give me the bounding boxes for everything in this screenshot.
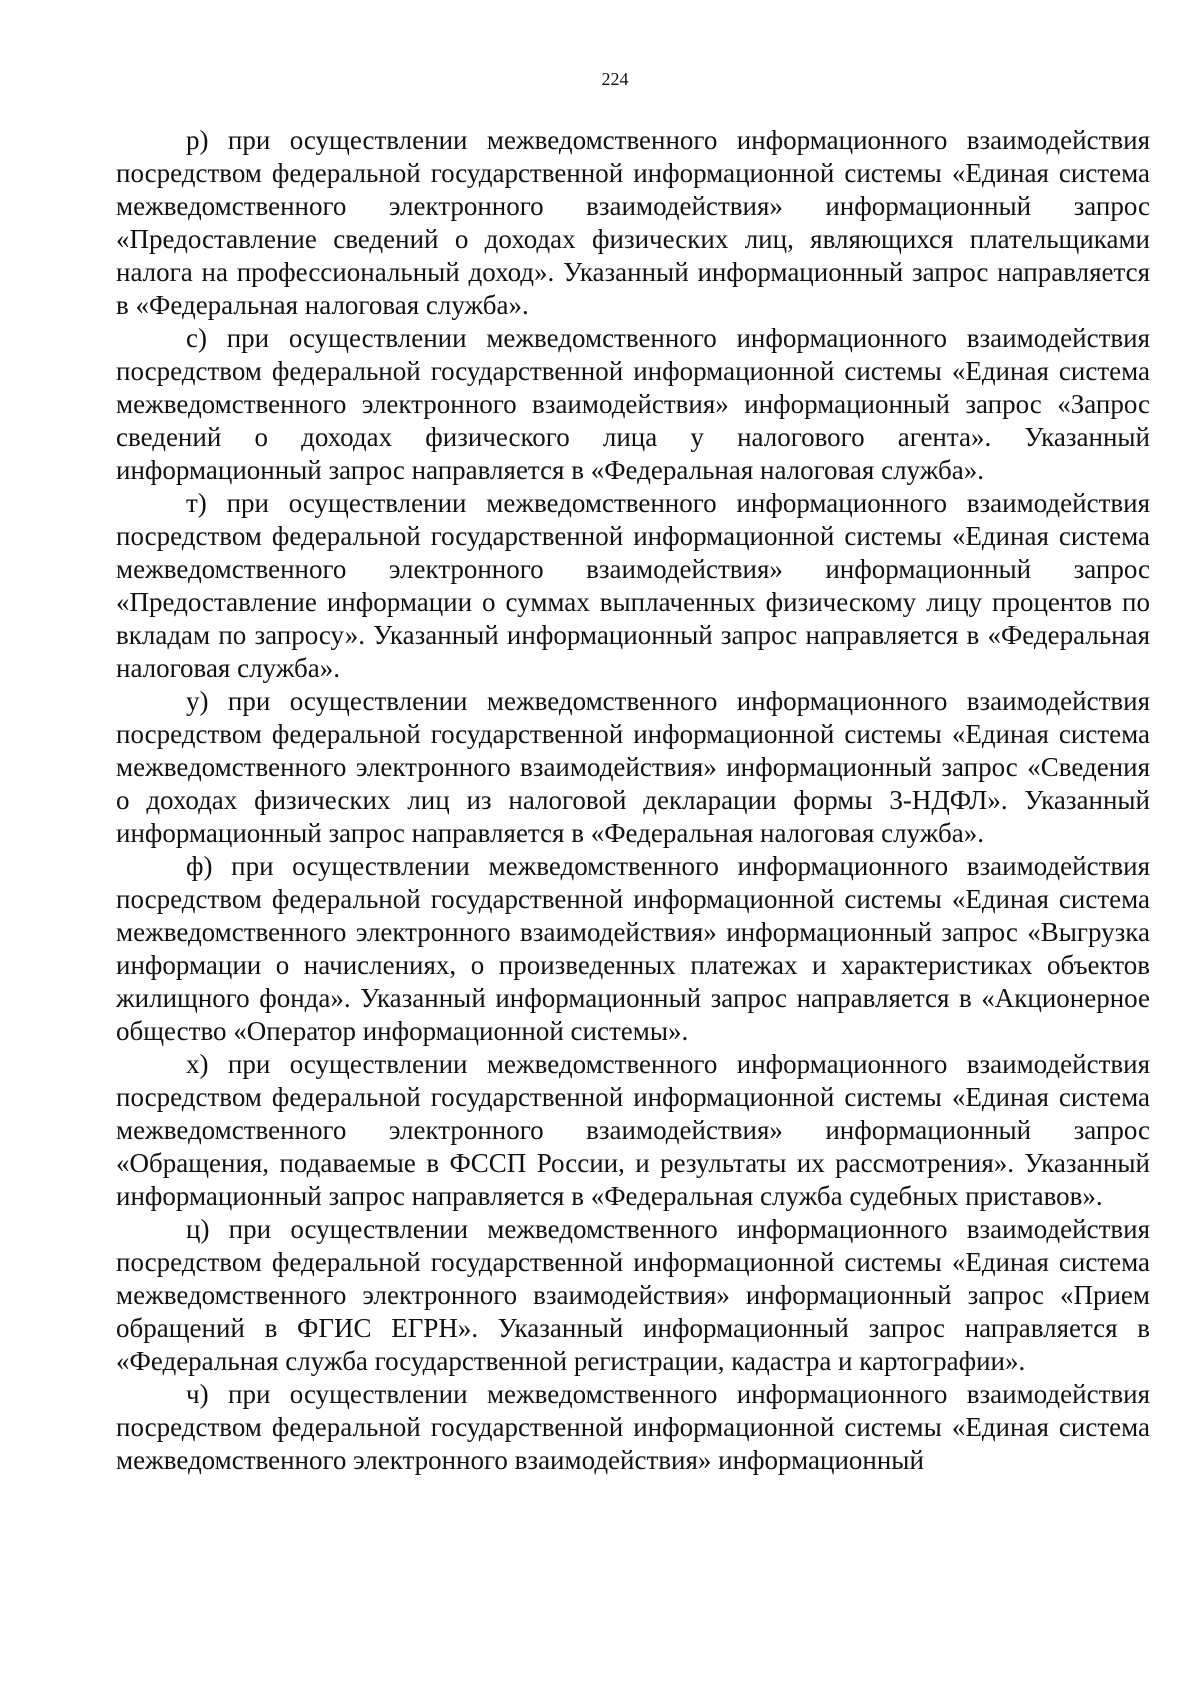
paragraph-ch: ч) при осуществлении межведомственного информационного взаимодействия посредством федеральной государственной информационной системы «Единая система межведомственного электронного взаимодействия» информационный <box>116 1379 1150 1475</box>
paragraph-kh: х) при осуществлении межведомственного информационного взаимодействия посредством федеральной государственной информационной системы «Единая система межведомственного электронного взаимодействия» информационный запрос «Обращения, подаваемые в ФССП России, и результаты их рассмотрения». Указанный информационный запрос направляется в «Федеральная служба судебных приставов». <box>116 1049 1150 1211</box>
paragraph-t: т) при осуществлении межведомственного информационного взаимодействия посредством федеральной государственной информационной системы «Единая система межведомственного электронного взаимодействия» информационный запрос «Предоставление информации о суммах выплаченных физическому лицу процентов по вкладам по запросу». Указанный информационный запрос направляется в «Федеральная налоговая служба». <box>116 488 1150 683</box>
paragraph-u: у) при осуществлении межведомственного информационного взаимодействия посредством федеральной государственной информационной системы «Единая система межведомственного электронного взаимодействия» информационный запрос «Сведения о доходах физических лиц из налоговой декларации формы 3-НДФЛ». Указанный информационный запрос направляется в «Федеральная налоговая служба». <box>116 686 1150 848</box>
paragraph-s: с) при осуществлении межведомственного информационного взаимодействия посредством федеральной государственной информационной системы «Единая система межведомственного электронного взаимодействия» информационный запрос «Запрос сведений о доходах физического лица у налогового агента». Указанный информационный запрос направляется в «Федеральная налоговая служба». <box>116 323 1150 485</box>
page-number: 224 <box>601 69 629 89</box>
paragraph-ts: ц) при осуществлении межведомственного информационного взаимодействия посредством федеральной государственной информационной системы «Единая система межведомственного электронного взаимодействия» информационный запрос «Прием обращений в ФГИС ЕГРН». Указанный информационный запрос направляется в «Федеральная служба государственной регистрации, кадастра и картографии». <box>116 1214 1150 1376</box>
paragraph-r: р) при осуществлении межведомственного информационного взаимодействия посредством федеральной государственной информационной системы «Единая система межведомственного электронного взаимодействия» информационный запрос «Предоставление сведений о доходах физических лиц, являющихся плательщиками налога на профессиональный доход». Указанный информационный запрос направляется в «Федеральная налоговая служба». <box>116 125 1150 320</box>
paragraph-f: ф) при осуществлении межведомственного информационного взаимодействия посредством федеральной государственной информационной системы «Единая система межведомственного электронного взаимодействия» информационный запрос «Выгрузка информации о начислениях, о произведенных платежах и характеристиках объектов жилищного фонда». Указанный информационный запрос направляется в «Акционерное общество «Оператор информационной системы». <box>116 851 1150 1046</box>
